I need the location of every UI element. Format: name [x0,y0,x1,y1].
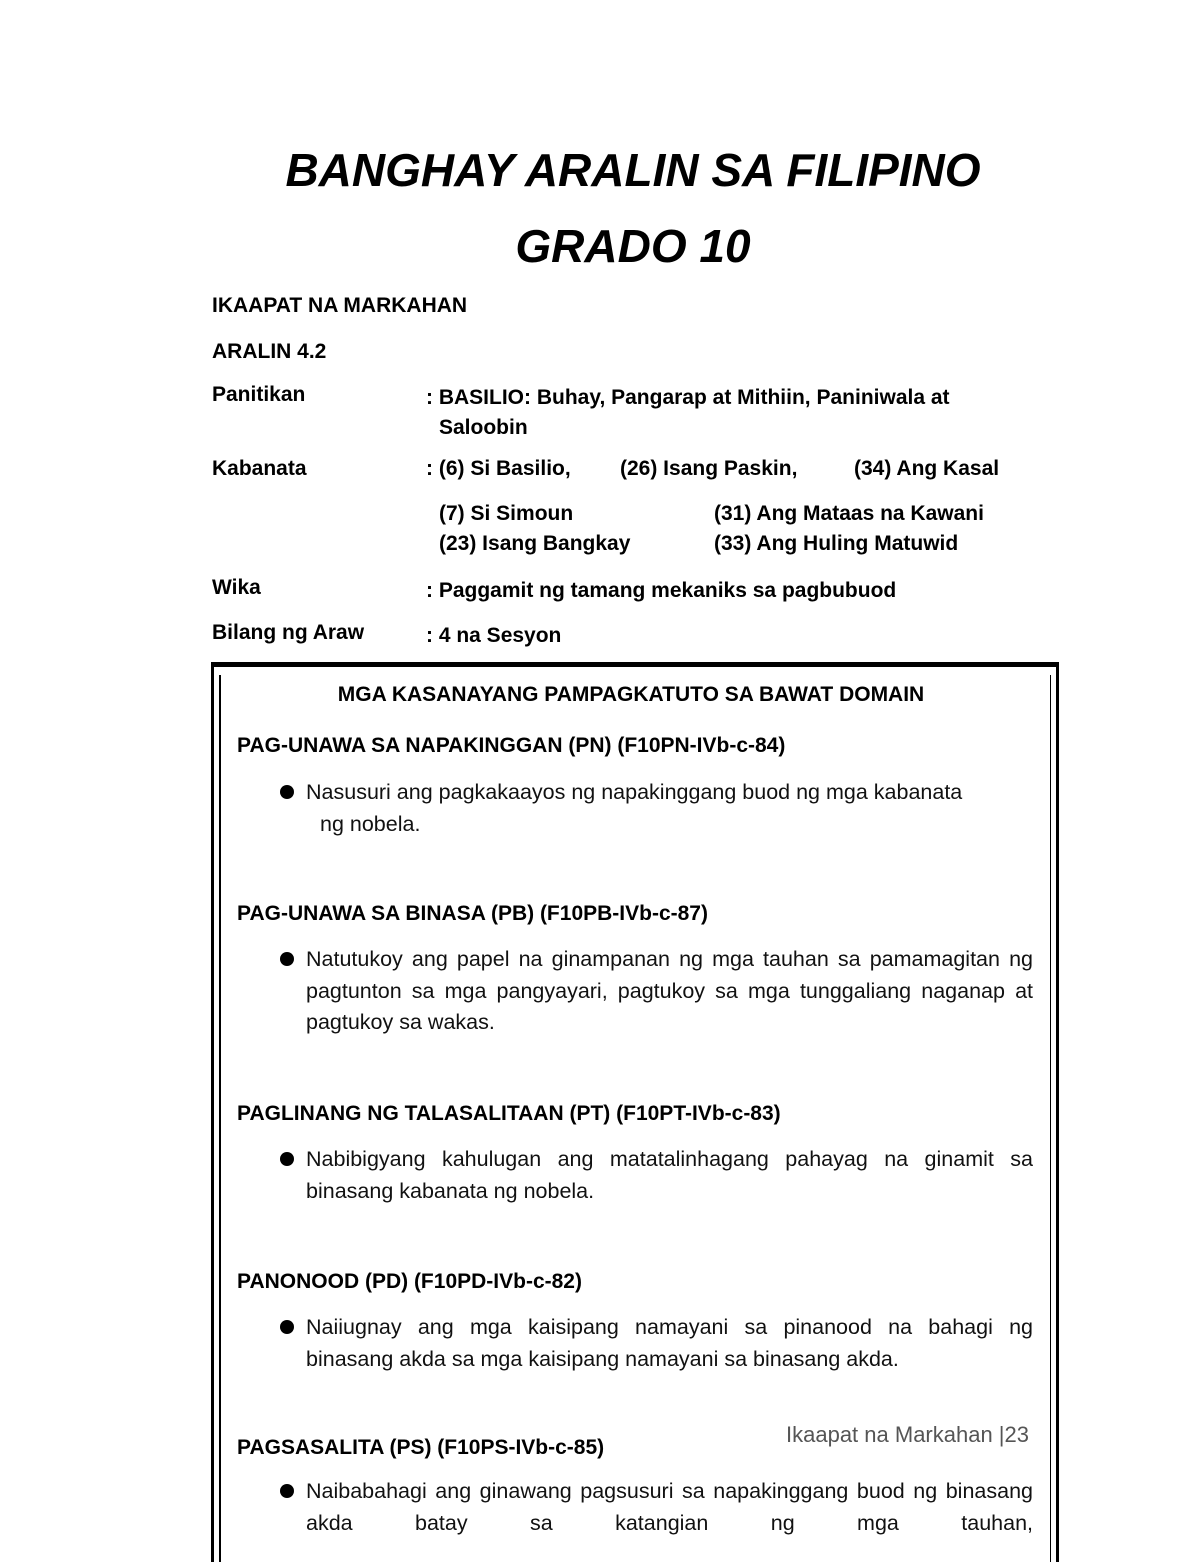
grade-title: GRADO 10 [515,220,751,272]
bilang-value: : 4 na Sesyon [426,624,562,647]
section-heading: PANONOOD (PD) (F10PD-IVb-c-82) [237,1270,582,1293]
document-title: BANGHAY ARALIN SA FILIPINO [285,144,981,196]
box-border-right-outer [1056,667,1059,1562]
section-heading: PAG-UNAWA SA NAPAKINGGAN (PN) (F10PN-IVb-c-84) [237,734,786,757]
kabanata-item: (31) Ang Mataas na Kawani [714,502,984,525]
bullet-text: Naibabahagi ang ginawang pagsusuri sa napakinggang buod ng binasang akda batay sa katangian ng mga tauhan, [306,1479,1033,1535]
panitikan-label: Panitikan [212,383,306,406]
panitikan-value-line1: : BASILIO: Buhay, Pangarap at Mithiin, Paniniwala at [426,386,950,409]
bullet-text: Nabibigyang kahulugan ang matatalinhagang pahayag na ginamit sa binasang kabanata ng nobela. [306,1147,1033,1203]
bullet-text: Natutukoy ang papel na ginampanan ng mga tauhan sa pamamagitan ng pagtunton sa mga pangyayari, pagtukoy sa mga tunggaliang naganap at pagtukoy sa wakas. [306,947,1033,1034]
kabanata-item: (34) Ang Kasal [854,457,1000,480]
box-border-right-inner [1050,675,1052,1562]
bullet-item [275,1312,1033,1375]
panitikan-value-line2: Saloobin [439,416,528,439]
bullet-text: Naiiugnay ang mga kaisipang namayani sa pinanood na bahagi ng binasang akda sa mga kaisipang namayani sa binasang akda. [306,1315,1033,1371]
kabanata-item: (26) Isang Paskin, [620,457,798,480]
wika-value: : Paggamit ng tamang mekaniks sa pagbubuod [426,579,897,602]
panitikan-value [426,383,1026,443]
bullet-dot-icon [280,952,294,966]
kabanata-item: : (6) Si Basilio, [426,457,571,480]
section-heading: PAGLINANG NG TALASALITAAN (PT) (F10PT-IVb-c-83) [237,1102,781,1125]
kabanata-item: (33) Ang Huling Matuwid [714,532,959,555]
bullet-dot-icon [280,1484,294,1498]
bullet-dot-icon [280,785,294,799]
bullet-text-line1: Nasusuri ang pagkakaayos ng napakinggang buod ng mga kabanata [306,780,963,804]
bullet-dot-icon [280,1152,294,1166]
quarter-label: IKAAPAT NA MARKAHAN [212,294,468,317]
bullet-item [275,944,1033,1039]
bullet-item [275,1476,1033,1539]
section-heading: PAGSASALITA (PS) (F10PS-IVb-c-85) [237,1436,605,1459]
lesson-label: ARALIN 4.2 [212,340,327,363]
bullet-text-line2: ng nobela. [320,811,421,836]
section-heading: PAG-UNAWA SA BINASA (PB) (F10PB-IVb-c-87) [237,902,708,925]
bullet-item [275,1144,1033,1207]
bilang-label: Bilang ng Araw [212,621,365,644]
box-border-left-outer [211,667,214,1562]
kabanata-item: (23) Isang Bangkay [439,532,631,555]
box-title: MGA KASANAYANG PAMPAGKATUTO SA BAWAT DOMAIN [337,683,925,706]
page-footer: Ikaapat na Markahan |23 [786,1422,1029,1447]
box-border-left-inner [219,675,221,1562]
bullet-item [275,777,1033,840]
kabanata-label: Kabanata [212,457,307,480]
wika-label: Wika [212,576,261,599]
kabanata-item: (7) Si Simoun [439,502,574,525]
bullet-dot-icon [280,1320,294,1334]
